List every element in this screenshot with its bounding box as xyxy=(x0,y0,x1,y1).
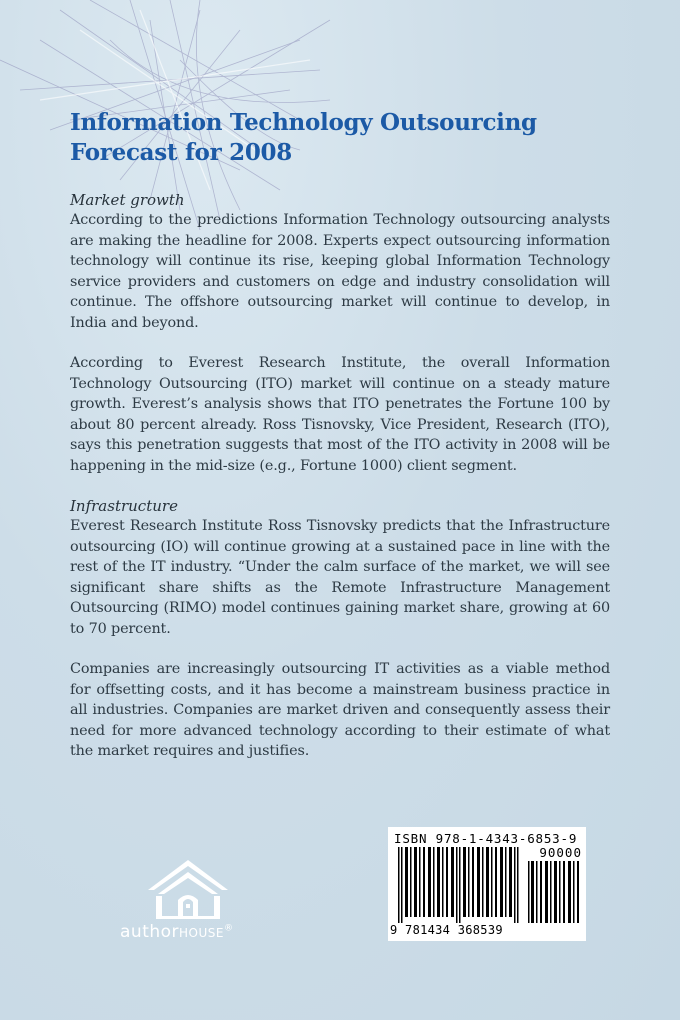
registered-mark: ® xyxy=(223,923,234,934)
paragraph: Everest Research Institute Ross Tisnovsky predicts that the Infrastructure outsourcing (IO) will continue growing at a sustained pace in line with the rest of the IT industry. “Under the calm surface of the market, we will see significant share shifts as the Remote Infrastructure Management Outsourcing (RIMO) model continues gaining market share, growing at 60 to 70 percent. xyxy=(70,518,610,637)
section-heading-infrastructure: Infrastructure xyxy=(70,497,178,515)
paragraph: According to the predictions Information Technology outsourcing analysts are making the headline for 2008. Experts expect outsourcing information technology will continue its rise, keeping global Information Technology service providers and customers on edge and industry consolidation will continue. The offshore outsourcing market will continue to develop, in India and beyond. xyxy=(70,212,610,331)
price-barcode-bars xyxy=(526,861,582,923)
paragraph: According to Everest Research Institute, the overall Information Technology Outsourcing (ITO) market will continue on a steady mature growth. Everest’s analysis shows that ITO penetrates the Fortune 100 by about 80 percent already. Ross Tisnovsky, Vice President, Research (ITO), says this penetration suggests that most of the ITO activity in 2008 will be happening in the mid-size (e.g., Fortune 1000) client segment. xyxy=(70,355,610,474)
isbn-barcode xyxy=(388,827,586,941)
isbn-text: ISBN 978-1-4343-6853-9 xyxy=(394,831,578,846)
publisher-name-part1: author xyxy=(120,922,180,942)
publisher-name xyxy=(120,922,233,942)
price-code: 90000 xyxy=(539,845,582,860)
barcode-digits: 9 781434 368539 xyxy=(390,923,503,937)
publisher-name-part2: HOUSE xyxy=(179,926,224,940)
barcode-bars xyxy=(396,847,524,923)
paragraph: Companies are increasingly outsourcing IT activities as a viable method for offsetting costs, and it has become a mainstream business practice in all industries. Companies are market driven and consequently assess their need for more advanced technology according to their estimate of what the market requires and justifies. xyxy=(70,661,610,759)
section-heading-market-growth: Market growth xyxy=(70,191,185,209)
page-title: Information Technology Outsourcing Forecast for 2008 xyxy=(70,109,537,166)
back-cover-text xyxy=(70,108,610,762)
